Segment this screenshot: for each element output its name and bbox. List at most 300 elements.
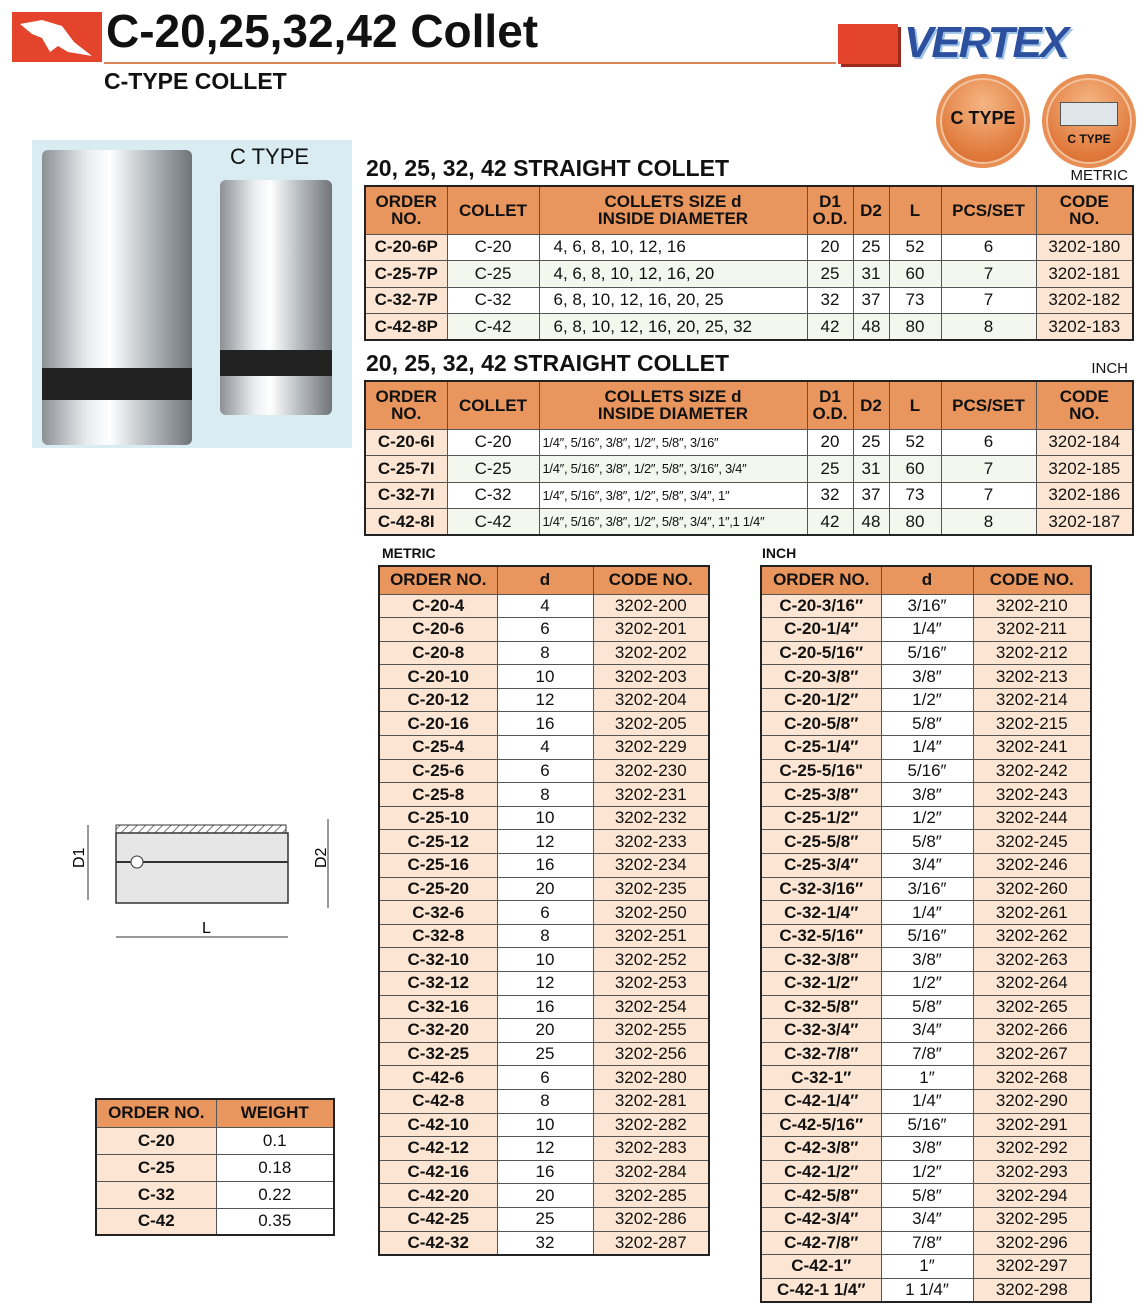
d: 1/4″ bbox=[881, 736, 973, 760]
code-no: 3202-204 bbox=[593, 688, 709, 712]
order-no: C-42-20 bbox=[379, 1184, 497, 1208]
code-no: 3202-261 bbox=[973, 901, 1091, 925]
code-no: 3202-281 bbox=[593, 1089, 709, 1113]
table-row bbox=[379, 854, 709, 878]
table-row bbox=[379, 1137, 709, 1161]
d: 4 bbox=[497, 594, 593, 618]
c-type-diagram-badge bbox=[1042, 74, 1136, 168]
code-no: 3202-254 bbox=[593, 995, 709, 1019]
order-no: C-42-25 bbox=[379, 1207, 497, 1231]
order-no: C-25-16 bbox=[379, 854, 497, 878]
order-no: C-20-1/4″ bbox=[761, 618, 881, 642]
badge-label: C TYPE bbox=[1067, 132, 1111, 146]
order-no: C-25-5/8″ bbox=[761, 830, 881, 854]
table-row bbox=[379, 1019, 709, 1043]
sizes: 1/4″, 5/16″, 3/8″, 1/2″, 5/8″, 3/4″, 1″ bbox=[539, 482, 807, 509]
code-no: 3202-252 bbox=[593, 948, 709, 972]
table-row bbox=[761, 712, 1091, 736]
table-row bbox=[379, 1160, 709, 1184]
d: 25 bbox=[497, 1207, 593, 1231]
code-no: 3202-202 bbox=[593, 641, 709, 665]
code-no: 3202-296 bbox=[973, 1231, 1091, 1255]
d: 3/8″ bbox=[881, 1137, 973, 1161]
sizes: 1/4″, 5/16″, 3/8″, 1/2″, 5/8″, 3/16″, 3/4″ bbox=[539, 456, 807, 483]
d: 1/4″ bbox=[881, 1089, 973, 1113]
d2: 48 bbox=[853, 509, 889, 536]
d1: 20 bbox=[807, 429, 853, 456]
table-row bbox=[761, 1137, 1091, 1161]
code-no: 3202-203 bbox=[593, 665, 709, 689]
code-no: 3202-250 bbox=[593, 901, 709, 925]
d: 10 bbox=[497, 806, 593, 830]
eagle-logo bbox=[12, 12, 102, 62]
d1: 25 bbox=[807, 456, 853, 483]
column-header: L bbox=[889, 381, 941, 429]
order-no: C-20-1/2″ bbox=[761, 688, 881, 712]
d: 8 bbox=[497, 924, 593, 948]
column-header: CODE NO. bbox=[1036, 381, 1133, 429]
order-no: C-32-12 bbox=[379, 972, 497, 996]
table-row bbox=[761, 877, 1091, 901]
d2-label: D2 bbox=[313, 847, 330, 868]
d: 1/2″ bbox=[881, 806, 973, 830]
sizes: 4, 6, 8, 10, 12, 16, 20 bbox=[539, 261, 807, 288]
d: 1″ bbox=[881, 1255, 973, 1279]
straight-collet-metric-table bbox=[364, 185, 1134, 341]
l-label: L bbox=[202, 920, 211, 937]
code-no: 3202-212 bbox=[973, 641, 1091, 665]
d: 6 bbox=[497, 1066, 593, 1090]
order-no: C-25-10 bbox=[379, 806, 497, 830]
order-no: C-42-32 bbox=[379, 1231, 497, 1255]
code-no: 3202-233 bbox=[593, 830, 709, 854]
table-row bbox=[761, 759, 1091, 783]
table-row bbox=[761, 1207, 1091, 1231]
code-no: 3202-285 bbox=[593, 1184, 709, 1208]
order-no: C-25-8 bbox=[379, 783, 497, 807]
column-header: D1 O.D. bbox=[807, 186, 853, 234]
code-no: 3202-263 bbox=[973, 948, 1091, 972]
collet: C-20 bbox=[447, 234, 539, 261]
inch-label: INCH bbox=[762, 545, 797, 561]
code-no: 3202-205 bbox=[593, 712, 709, 736]
length: 52 bbox=[889, 429, 941, 456]
code-no: 3202-232 bbox=[593, 806, 709, 830]
brand-eagle-icon bbox=[838, 24, 898, 64]
d: 10 bbox=[497, 665, 593, 689]
section-title-inch: 20, 25, 32, 42 STRAIGHT COLLET bbox=[366, 350, 729, 376]
code-no: 3202-215 bbox=[973, 712, 1091, 736]
order-no: C-42-10 bbox=[379, 1113, 497, 1137]
code-no: 3202-264 bbox=[973, 972, 1091, 996]
table-row bbox=[379, 995, 709, 1019]
d1: 32 bbox=[807, 482, 853, 509]
order-no: C-42-1/4″ bbox=[761, 1089, 881, 1113]
code-no: 3202-214 bbox=[973, 688, 1091, 712]
code-no: 3202-292 bbox=[973, 1137, 1091, 1161]
header-row bbox=[96, 1099, 334, 1127]
table-row bbox=[761, 1255, 1091, 1279]
collet: C-25 bbox=[447, 456, 539, 483]
sizes: 6, 8, 10, 12, 16, 20, 25, 32 bbox=[539, 314, 807, 341]
order-no: C-32-3/8″ bbox=[761, 948, 881, 972]
collet-dimension-diagram bbox=[60, 800, 350, 960]
length: 52 bbox=[889, 234, 941, 261]
code-no: 3202-200 bbox=[593, 594, 709, 618]
table-row bbox=[379, 1207, 709, 1231]
weight: 0.18 bbox=[216, 1154, 334, 1181]
order-no: C-32-3/16″ bbox=[761, 877, 881, 901]
length: 60 bbox=[889, 456, 941, 483]
vertex-logo bbox=[838, 18, 1138, 68]
column-header: COLLET bbox=[447, 186, 539, 234]
code-no: 3202-282 bbox=[593, 1113, 709, 1137]
code-no: 3202-251 bbox=[593, 924, 709, 948]
header-row bbox=[379, 566, 709, 594]
collet-groove bbox=[42, 368, 192, 400]
table-row bbox=[365, 429, 1133, 456]
title-divider bbox=[104, 62, 836, 64]
order-no: C-42-3/8″ bbox=[761, 1137, 881, 1161]
order-no: C-42 bbox=[96, 1208, 216, 1235]
table-row bbox=[761, 995, 1091, 1019]
code-no: 3202-265 bbox=[973, 995, 1091, 1019]
length: 80 bbox=[889, 509, 941, 536]
code-no: 3202-229 bbox=[593, 736, 709, 760]
photo-label: C TYPE bbox=[230, 144, 310, 169]
column-header: CODE NO. bbox=[1036, 186, 1133, 234]
table-row bbox=[379, 901, 709, 925]
table-row bbox=[379, 877, 709, 901]
d1: 42 bbox=[807, 314, 853, 341]
code-no: 3202-243 bbox=[973, 783, 1091, 807]
order-no: C-42-6 bbox=[379, 1066, 497, 1090]
d: 5/8″ bbox=[881, 712, 973, 736]
table-row bbox=[761, 1184, 1091, 1208]
order-no: C-42-3/4″ bbox=[761, 1207, 881, 1231]
d: 10 bbox=[497, 948, 593, 972]
sizes: 1/4″, 5/16″, 3/8″, 1/2″, 5/8″, 3/4″, 1″,1 1/4″ bbox=[539, 509, 807, 536]
product-photo bbox=[32, 140, 352, 448]
d: 7/8″ bbox=[881, 1231, 973, 1255]
collet: C-32 bbox=[447, 287, 539, 314]
code-no: 3202-256 bbox=[593, 1042, 709, 1066]
code-no: 3202-286 bbox=[593, 1207, 709, 1231]
weight: 0.1 bbox=[216, 1127, 334, 1154]
order-no: C-42-7/8″ bbox=[761, 1231, 881, 1255]
pcs-set: 6 bbox=[941, 429, 1036, 456]
order-no: C-32-5/8″ bbox=[761, 995, 881, 1019]
code-no: 3202-246 bbox=[973, 854, 1091, 878]
d: 16 bbox=[497, 995, 593, 1019]
d: 20 bbox=[497, 877, 593, 901]
table-row bbox=[761, 1231, 1091, 1255]
pcs-set: 7 bbox=[941, 482, 1036, 509]
code-no: 3202-268 bbox=[973, 1066, 1091, 1090]
column-header: ORDER NO. bbox=[365, 186, 447, 234]
column-header: CODE NO. bbox=[973, 566, 1091, 594]
d: 7/8″ bbox=[881, 1042, 973, 1066]
d: 12 bbox=[497, 972, 593, 996]
sizes: 4, 6, 8, 10, 12, 16 bbox=[539, 234, 807, 261]
code-no: 3202-231 bbox=[593, 783, 709, 807]
d: 10 bbox=[497, 1113, 593, 1137]
d: 4 bbox=[497, 736, 593, 760]
table-row bbox=[379, 1089, 709, 1113]
order-no: C-32 bbox=[96, 1181, 216, 1208]
order-no: C-32-1/4″ bbox=[761, 901, 881, 925]
table-row bbox=[379, 1231, 709, 1255]
pcs-set: 7 bbox=[941, 456, 1036, 483]
d: 5/16″ bbox=[881, 924, 973, 948]
code-no: 3202-295 bbox=[973, 1207, 1091, 1231]
d2: 25 bbox=[853, 429, 889, 456]
order-no: C-25-5/16" bbox=[761, 759, 881, 783]
column-header: CODE NO. bbox=[593, 566, 709, 594]
order-no: C-42-8P bbox=[365, 314, 447, 341]
table-row bbox=[379, 759, 709, 783]
code-no: 3202-183 bbox=[1036, 314, 1133, 341]
table-row bbox=[761, 830, 1091, 854]
brand-name: VERTEX bbox=[904, 18, 1068, 67]
d2: 25 bbox=[853, 234, 889, 261]
d: 1/2″ bbox=[881, 1160, 973, 1184]
table-row bbox=[365, 314, 1133, 341]
large-collet-image bbox=[42, 150, 192, 445]
code-no: 3202-245 bbox=[973, 830, 1091, 854]
header-row bbox=[365, 186, 1133, 234]
code-no: 3202-210 bbox=[973, 594, 1091, 618]
table-row bbox=[379, 688, 709, 712]
d: 1/2″ bbox=[881, 688, 973, 712]
table-row bbox=[761, 618, 1091, 642]
d: 1 1/4″ bbox=[881, 1278, 973, 1302]
table-row bbox=[365, 482, 1133, 509]
code-no: 3202-293 bbox=[973, 1160, 1091, 1184]
order-no: C-25-3/4″ bbox=[761, 854, 881, 878]
pcs-set: 6 bbox=[941, 234, 1036, 261]
code-no: 3202-244 bbox=[973, 806, 1091, 830]
order-no: C-32-5/16″ bbox=[761, 924, 881, 948]
d1: 20 bbox=[807, 234, 853, 261]
table-row bbox=[96, 1208, 334, 1235]
table-row bbox=[761, 688, 1091, 712]
table-row bbox=[761, 901, 1091, 925]
code-no: 3202-267 bbox=[973, 1042, 1091, 1066]
d: 3/4″ bbox=[881, 854, 973, 878]
table-row bbox=[365, 456, 1133, 483]
code-no: 3202-262 bbox=[973, 924, 1091, 948]
order-no: C-32-25 bbox=[379, 1042, 497, 1066]
table-row bbox=[761, 1089, 1091, 1113]
column-header: ORDER NO. bbox=[96, 1099, 216, 1127]
code-no: 3202-242 bbox=[973, 759, 1091, 783]
unit-label: INCH bbox=[1091, 360, 1128, 377]
order-no: C-20-4 bbox=[379, 594, 497, 618]
d: 5/8″ bbox=[881, 1184, 973, 1208]
order-no: C-42-8I bbox=[365, 509, 447, 536]
pcs-set: 8 bbox=[941, 509, 1036, 536]
order-no: C-25-20 bbox=[379, 877, 497, 901]
d2: 37 bbox=[853, 287, 889, 314]
order-no: C-42-8 bbox=[379, 1089, 497, 1113]
order-no: C-42-16 bbox=[379, 1160, 497, 1184]
d: 5/8″ bbox=[881, 830, 973, 854]
d2: 48 bbox=[853, 314, 889, 341]
collet: C-25 bbox=[447, 261, 539, 288]
table-row bbox=[379, 948, 709, 972]
order-no: C-42-5/8″ bbox=[761, 1184, 881, 1208]
table-row bbox=[379, 712, 709, 736]
order-no: C-20-6I bbox=[365, 429, 447, 456]
unit-label: METRIC bbox=[1070, 167, 1128, 184]
order-no: C-25-4 bbox=[379, 736, 497, 760]
d: 5/16″ bbox=[881, 759, 973, 783]
d: 16 bbox=[497, 1160, 593, 1184]
order-no: C-25-7I bbox=[365, 456, 447, 483]
column-header: d bbox=[497, 566, 593, 594]
code-no: 3202-287 bbox=[593, 1231, 709, 1255]
d: 1/4″ bbox=[881, 901, 973, 925]
code-no: 3202-185 bbox=[1036, 456, 1133, 483]
order-no: C-25-12 bbox=[379, 830, 497, 854]
table-row bbox=[96, 1154, 334, 1181]
code-no: 3202-182 bbox=[1036, 287, 1133, 314]
order-no: C-42-5/16″ bbox=[761, 1113, 881, 1137]
order-no: C-32-20 bbox=[379, 1019, 497, 1043]
order-no: C-42-1 1/4″ bbox=[761, 1278, 881, 1302]
column-header: D2 bbox=[853, 186, 889, 234]
table-row bbox=[761, 1042, 1091, 1066]
table-row bbox=[761, 1019, 1091, 1043]
table-row bbox=[379, 972, 709, 996]
table-row bbox=[761, 783, 1091, 807]
table-row bbox=[761, 924, 1091, 948]
section-title-metric: 20, 25, 32, 42 STRAIGHT COLLET bbox=[366, 155, 729, 181]
weight-table bbox=[95, 1098, 335, 1236]
header-row bbox=[365, 381, 1133, 429]
order-no: C-20 bbox=[96, 1127, 216, 1154]
table-row bbox=[379, 1184, 709, 1208]
table-row bbox=[379, 783, 709, 807]
d: 3/16″ bbox=[881, 877, 973, 901]
weight: 0.22 bbox=[216, 1181, 334, 1208]
code-no: 3202-260 bbox=[973, 877, 1091, 901]
pcs-set: 7 bbox=[941, 261, 1036, 288]
code-no: 3202-284 bbox=[593, 1160, 709, 1184]
collet-groove bbox=[220, 350, 332, 376]
column-header: WEIGHT bbox=[216, 1099, 334, 1127]
d: 12 bbox=[497, 830, 593, 854]
d: 20 bbox=[497, 1019, 593, 1043]
code-no: 3202-283 bbox=[593, 1137, 709, 1161]
table-row bbox=[379, 924, 709, 948]
d: 5/16″ bbox=[881, 641, 973, 665]
table-row bbox=[761, 1160, 1091, 1184]
order-no: C-25-1/4″ bbox=[761, 736, 881, 760]
order-no: C-32-10 bbox=[379, 948, 497, 972]
order-no: C-20-5/8″ bbox=[761, 712, 881, 736]
order-no: C-25 bbox=[96, 1154, 216, 1181]
code-no: 3202-211 bbox=[973, 618, 1091, 642]
table-row bbox=[761, 1113, 1091, 1137]
length: 60 bbox=[889, 261, 941, 288]
order-no: C-25-3/8″ bbox=[761, 783, 881, 807]
metric-label: METRIC bbox=[382, 545, 436, 561]
d1: 32 bbox=[807, 287, 853, 314]
table-row bbox=[96, 1127, 334, 1154]
d: 8 bbox=[497, 783, 593, 807]
d: 3/8″ bbox=[881, 665, 973, 689]
column-header: COLLETS SIZE d INSIDE DIAMETER bbox=[539, 381, 807, 429]
metric-collet-table bbox=[378, 565, 710, 1256]
d: 5/16″ bbox=[881, 1113, 973, 1137]
table-row bbox=[379, 830, 709, 854]
table-row bbox=[379, 665, 709, 689]
d: 3/4″ bbox=[881, 1019, 973, 1043]
small-collet-image bbox=[220, 180, 332, 415]
table-row bbox=[379, 736, 709, 760]
order-no: C-42-12 bbox=[379, 1137, 497, 1161]
page-title: C-20,25,32,42 Collet bbox=[106, 5, 539, 57]
table-row bbox=[365, 509, 1133, 536]
d: 8 bbox=[497, 1089, 593, 1113]
d: 1″ bbox=[881, 1066, 973, 1090]
table-row bbox=[761, 736, 1091, 760]
order-no: C-20-5/16″ bbox=[761, 641, 881, 665]
order-no: C-20-6 bbox=[379, 618, 497, 642]
length: 73 bbox=[889, 482, 941, 509]
code-no: 3202-266 bbox=[973, 1019, 1091, 1043]
code-no: 3202-235 bbox=[593, 877, 709, 901]
order-no: C-20-10 bbox=[379, 665, 497, 689]
table-row bbox=[365, 287, 1133, 314]
straight-collet-inch-table bbox=[364, 380, 1134, 536]
code-no: 3202-298 bbox=[973, 1278, 1091, 1302]
d: 16 bbox=[497, 712, 593, 736]
order-no: C-32-6 bbox=[379, 901, 497, 925]
collet: C-32 bbox=[447, 482, 539, 509]
d: 8 bbox=[497, 641, 593, 665]
order-no: C-32-3/4″ bbox=[761, 1019, 881, 1043]
table-row bbox=[761, 806, 1091, 830]
table-row bbox=[379, 1066, 709, 1090]
column-header: ORDER NO. bbox=[379, 566, 497, 594]
c-type-badge bbox=[936, 74, 1030, 168]
d1: 25 bbox=[807, 261, 853, 288]
order-no: C-42-1″ bbox=[761, 1255, 881, 1279]
d: 32 bbox=[497, 1231, 593, 1255]
d2: 37 bbox=[853, 482, 889, 509]
d: 20 bbox=[497, 1184, 593, 1208]
table-row bbox=[379, 594, 709, 618]
column-header: L bbox=[889, 186, 941, 234]
code-no: 3202-230 bbox=[593, 759, 709, 783]
column-header: PCS/SET bbox=[941, 186, 1036, 234]
code-no: 3202-181 bbox=[1036, 261, 1133, 288]
column-header: D1 O.D. bbox=[807, 381, 853, 429]
column-header: D2 bbox=[853, 381, 889, 429]
sizes: 6, 8, 10, 12, 16, 20, 25 bbox=[539, 287, 807, 314]
order-no: C-20-16 bbox=[379, 712, 497, 736]
code-no: 3202-201 bbox=[593, 618, 709, 642]
inch-collet-table bbox=[760, 565, 1092, 1303]
length: 80 bbox=[889, 314, 941, 341]
d2: 31 bbox=[853, 261, 889, 288]
d2: 31 bbox=[853, 456, 889, 483]
column-header: ORDER NO. bbox=[761, 566, 881, 594]
order-no: C-42-1/2″ bbox=[761, 1160, 881, 1184]
